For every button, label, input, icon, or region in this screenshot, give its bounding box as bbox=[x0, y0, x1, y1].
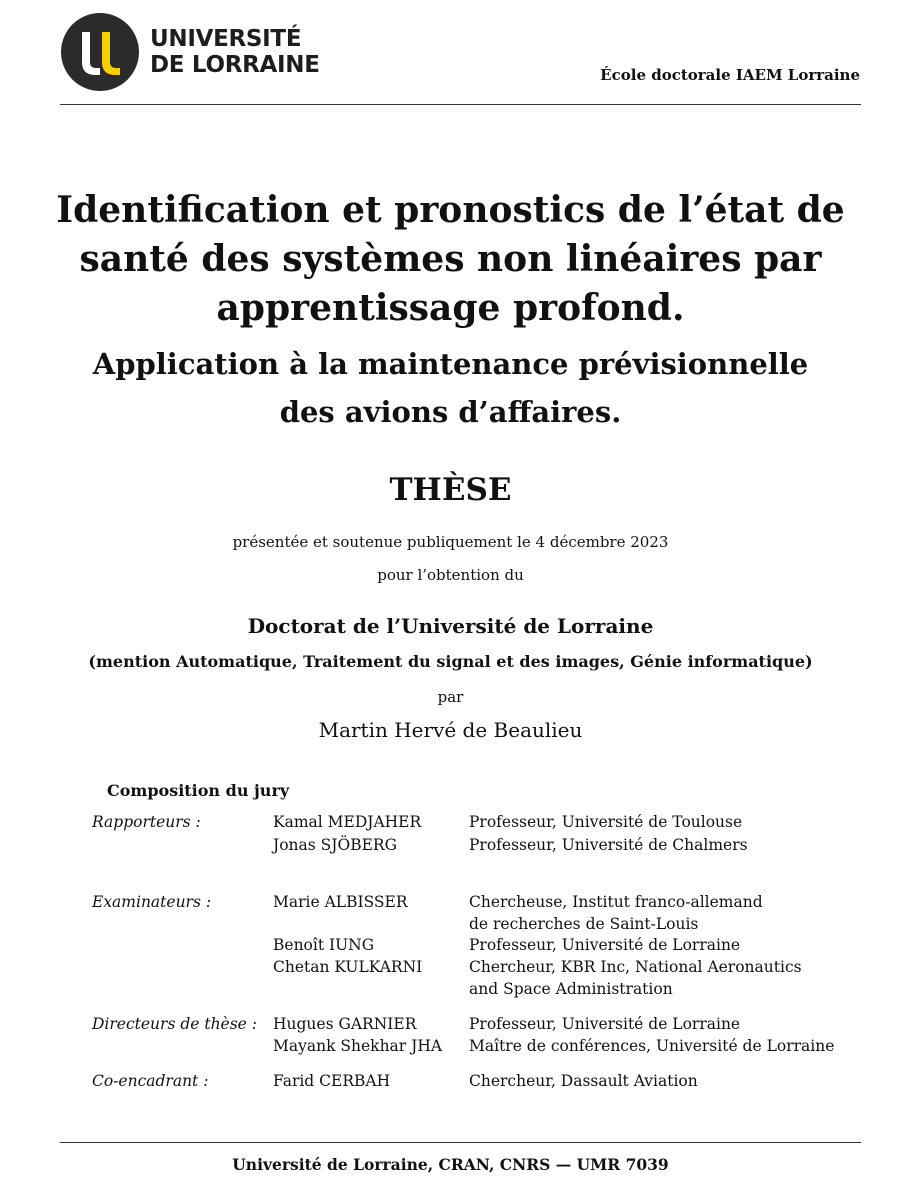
jury-role: Examinateurs : bbox=[92, 893, 212, 911]
jury-member-affiliation: Chercheuse, Institut franco-allemand bbox=[469, 893, 763, 911]
subtitle-line: des avions d’affaires. bbox=[279, 395, 622, 429]
jury-member-name: Marie ALBISSER bbox=[273, 893, 408, 911]
degree-mention: (mention Automatique, Traitement du signal et des images, Génie informatique) bbox=[88, 652, 813, 671]
thesis-subtitle bbox=[0, 340, 901, 436]
jury-member-affiliation: and Space Administration bbox=[469, 980, 673, 998]
jury-role: Rapporteurs : bbox=[92, 813, 201, 831]
jury-role: Co-encadrant : bbox=[92, 1072, 209, 1090]
jury-member-name: Chetan KULKARNI bbox=[273, 958, 423, 976]
jury-member-affiliation: Maître de conférences, Université de Lorraine bbox=[469, 1037, 835, 1055]
defense-date: présentée et soutenue publiquement le 4 décembre 2023 bbox=[232, 533, 669, 551]
title-line: apprentissage profond. bbox=[216, 287, 685, 329]
jury-member-name: Benoît IUNG bbox=[273, 936, 375, 954]
jury-member-name: Hugues GARNIER bbox=[273, 1015, 417, 1033]
jury-member-affiliation: Professeur, Université de Toulouse bbox=[469, 813, 743, 831]
subtitle-line: Application à la maintenance prévisionnelle bbox=[92, 347, 809, 381]
logo-line-1: UNIVERSITÉ bbox=[150, 26, 302, 52]
doctoral-school: École doctorale IAEM Lorraine bbox=[600, 66, 860, 84]
jury-member-name: Farid CERBAH bbox=[273, 1072, 391, 1090]
obtention-text: pour l’obtention du bbox=[377, 566, 524, 584]
jury-member-affiliation: Professeur, Université de Lorraine bbox=[469, 936, 741, 954]
thesis-title bbox=[0, 186, 901, 333]
jury-role: Directeurs de thèse : bbox=[92, 1015, 258, 1033]
jury-member-name: Jonas SJÖBERG bbox=[273, 836, 397, 854]
footer-divider bbox=[60, 1142, 861, 1143]
par-text: par bbox=[437, 688, 464, 706]
logo-line-2: DE LORRAINE bbox=[150, 52, 320, 78]
jury-member-name: Kamal MEDJAHER bbox=[273, 813, 422, 831]
title-line: Identification et pronostics de l’état de bbox=[56, 189, 845, 231]
jury-title: Composition du jury bbox=[107, 781, 290, 800]
jury-member-affiliation: Professeur, Université de Chalmers bbox=[469, 836, 748, 854]
title-line: santé des systèmes non linéaires par bbox=[79, 238, 822, 280]
logo-wordmark bbox=[150, 26, 320, 78]
jury-member-affiliation: de recherches de Saint-Louis bbox=[469, 915, 699, 933]
footer-affiliation: Université de Lorraine, CRAN, CNRS — UMR 7039 bbox=[232, 1155, 669, 1174]
jury-member-affiliation: Chercheur, Dassault Aviation bbox=[469, 1072, 698, 1090]
degree: Doctorat de l’Université de Lorraine bbox=[247, 614, 654, 638]
universite-de-lorraine-logo-icon bbox=[60, 12, 140, 92]
jury-member-affiliation: Professeur, Université de Lorraine bbox=[469, 1015, 741, 1033]
jury-member-name: Mayank Shekhar JHA bbox=[273, 1037, 443, 1055]
author-name: Martin Hervé de Beaulieu bbox=[318, 718, 583, 742]
jury-member-affiliation: Chercheur, KBR Inc, National Aeronautics bbox=[469, 958, 802, 976]
document-type: THÈSE bbox=[389, 472, 512, 508]
header-divider bbox=[60, 104, 861, 105]
